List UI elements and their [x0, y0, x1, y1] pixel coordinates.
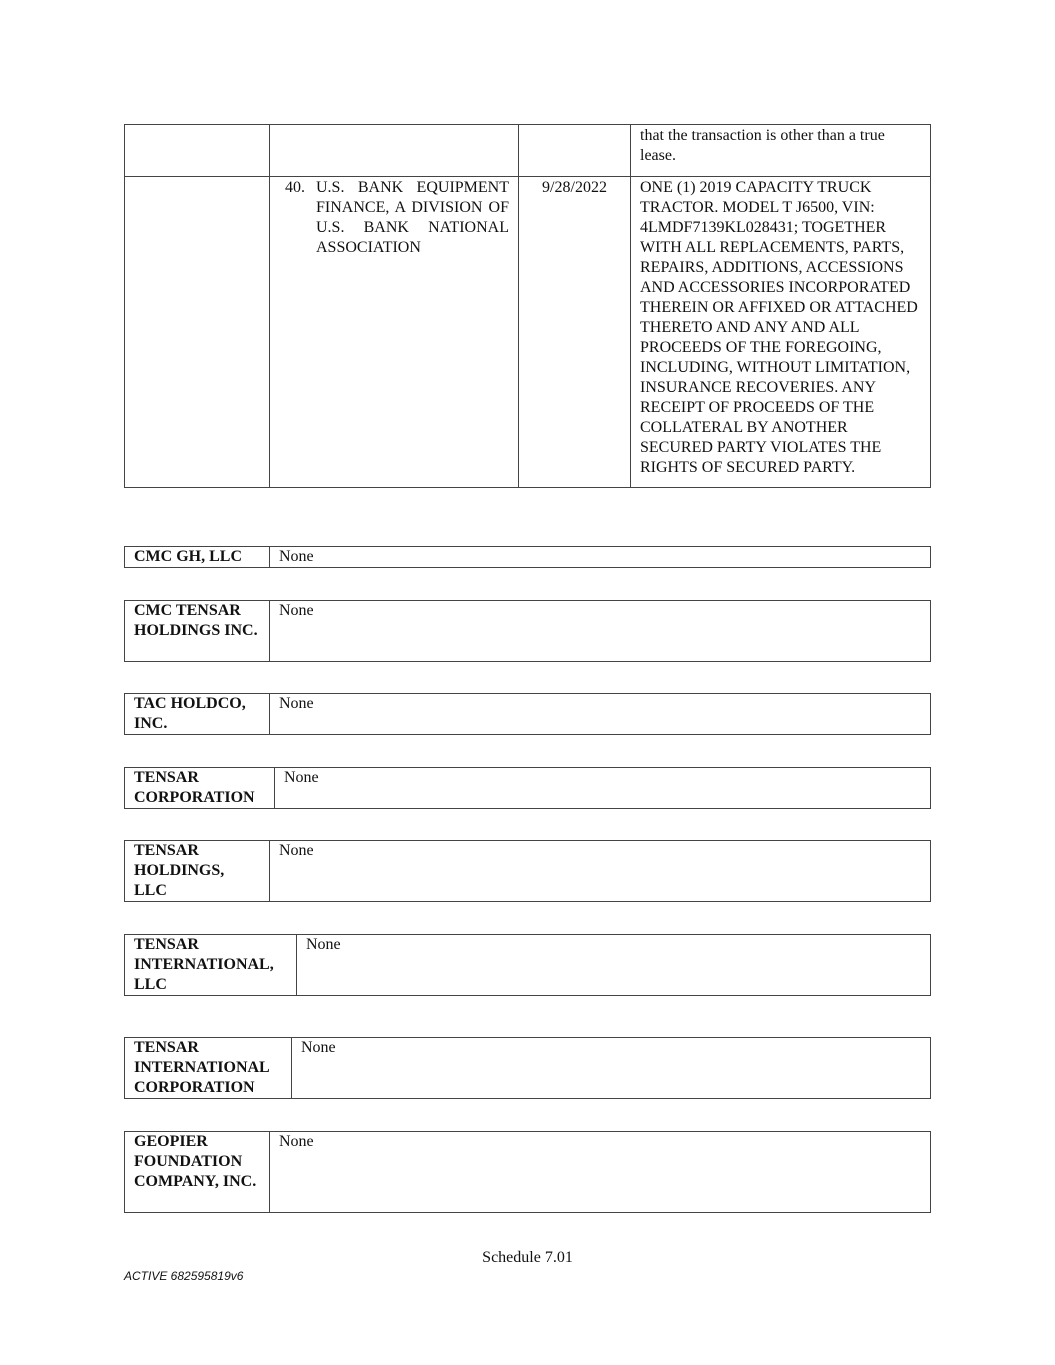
table-row — [125, 547, 931, 568]
entity-name: TENSAR HOLDINGS, LLC — [125, 841, 270, 902]
filing-date-cell: 9/28/2022 — [519, 177, 631, 488]
collateral-cell: ONE (1) 2019 CAPACITY TRUCK TRACTOR. MODEL T J6500, VIN: 4LMDF7139KL028431; TOGETHER WITH ALL REPLACEMENTS, PARTS, REPAIRS, ADDITIONS, ACCESSIONS AND ACCESSORIES INCORPORATED THEREIN OR AFFIXED OR ATTACHED THERETO AND ANY AND ALL PROCEEDS OF THE FOREGOING, INCLUDING, WITHOUT LIMITATION, INSURANCE RECOVERIES. ANY RECEIPT OF PROCEEDS OF THE COLLATERAL BY ANOTHER SECURED PARTY VIOLATES THE RIGHTS OF SECURED PARTY. — [631, 177, 931, 488]
table-row — [125, 601, 931, 662]
liens-table — [124, 124, 931, 488]
entity-table — [124, 767, 931, 809]
entity-value: None — [292, 1038, 931, 1099]
document-id: ACTIVE 682595819v6 — [124, 1269, 244, 1283]
empty-cell — [125, 177, 270, 488]
entity-table — [124, 693, 931, 735]
entity-value: None — [270, 841, 931, 902]
table-row — [125, 177, 931, 488]
entity-name: TENSAR CORPORATION — [125, 768, 275, 809]
secured-party-name: U.S. BANK EQUIPMENT FINANCE, A DIVISION OF U.S. BANK NATIONAL ASSOCIATION — [316, 179, 509, 256]
entity-value: None — [270, 694, 931, 735]
entity-value: None — [297, 935, 931, 996]
item-number: 40. — [285, 179, 305, 196]
entity-name: TAC HOLDCO, INC. — [125, 694, 270, 735]
entity-table — [124, 546, 931, 568]
entity-table — [124, 934, 931, 996]
entity-name: CMC GH, LLC — [125, 547, 270, 568]
empty-cell — [270, 125, 519, 177]
entity-table — [124, 1131, 931, 1213]
table-row — [125, 694, 931, 735]
schedule-label: Schedule 7.01 — [482, 1249, 573, 1266]
entity-name: GEOPIER FOUNDATION COMPANY, INC. — [125, 1132, 270, 1213]
empty-cell — [519, 125, 631, 177]
collateral-cell: that the transaction is other than a true lease. — [631, 125, 931, 177]
entity-value: None — [270, 547, 931, 568]
table-row — [125, 768, 931, 809]
table-row — [125, 841, 931, 902]
table-row — [125, 1038, 931, 1099]
table-row — [125, 935, 931, 996]
entity-table — [124, 840, 931, 902]
entity-table — [124, 600, 931, 662]
entity-name: TENSAR INTERNATIONAL, LLC — [125, 935, 297, 996]
entity-table — [124, 1037, 931, 1099]
entity-value: None — [275, 768, 931, 809]
entity-value: None — [270, 1132, 931, 1213]
table-row — [125, 1132, 931, 1213]
secured-party-cell — [270, 177, 519, 488]
empty-cell — [125, 125, 270, 177]
entity-name: CMC TENSAR HOLDINGS INC. — [125, 601, 270, 662]
entity-value: None — [270, 601, 931, 662]
entity-name: TENSAR INTERNATIONAL CORPORATION — [125, 1038, 292, 1099]
table-row — [125, 125, 931, 177]
